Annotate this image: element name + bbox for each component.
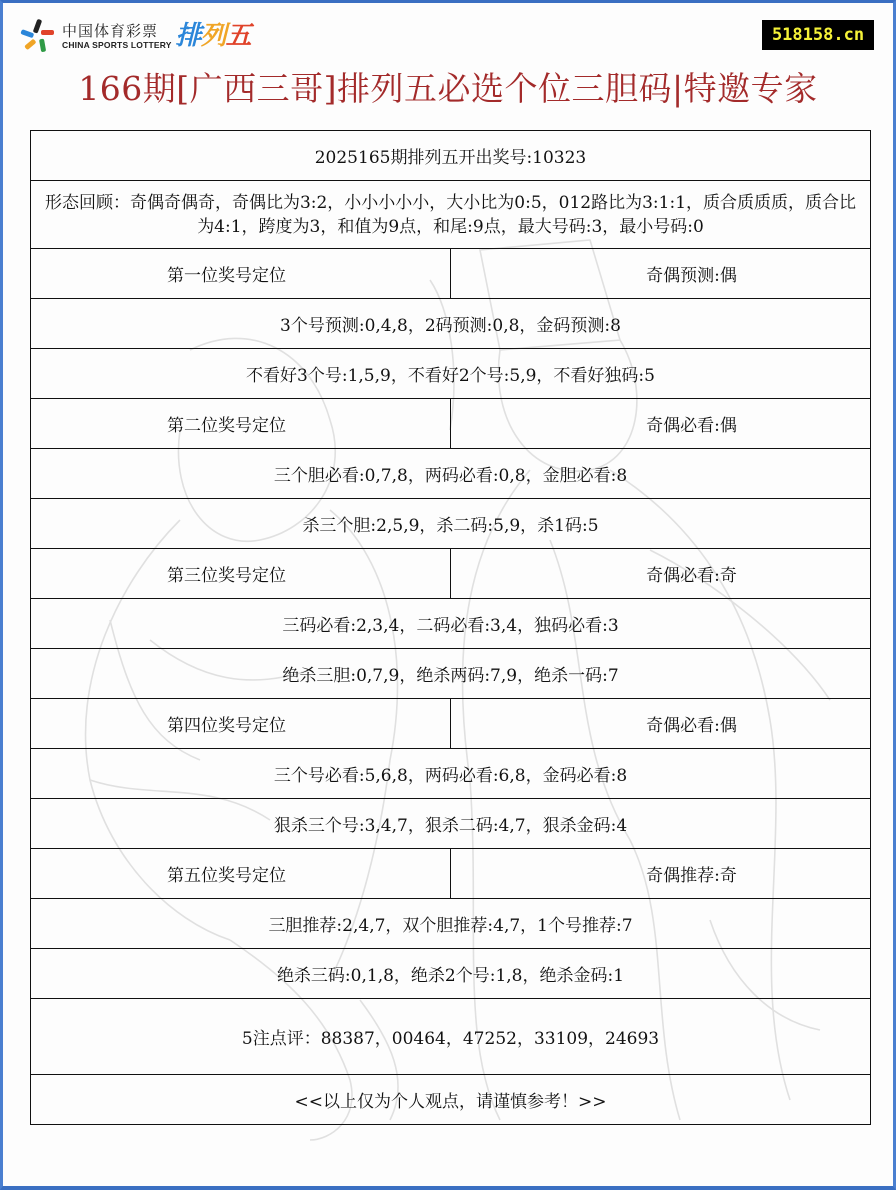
position-label: 第三位奖号定位	[31, 549, 451, 599]
position-header-row	[31, 399, 871, 449]
parity-prediction: 奇偶必看:偶	[451, 699, 871, 749]
table-row	[31, 499, 871, 549]
parity-prediction: 奇偶必看:奇	[451, 549, 871, 599]
table-row	[31, 1075, 871, 1125]
logo-product-name	[176, 21, 251, 51]
parity-prediction: 奇偶推荐:奇	[451, 849, 871, 899]
kill-numbers: 杀三个胆:2,5,9，杀二码:5,9，杀1码:5	[31, 499, 871, 549]
site-badge: 518158.cn	[762, 20, 874, 50]
kill-numbers: 绝杀三码:0,1,8，绝杀2个号:1,8，绝杀金码:1	[31, 949, 871, 999]
parity-prediction: 奇偶必看:偶	[451, 399, 871, 449]
position-header-row	[31, 699, 871, 749]
prediction-table	[30, 130, 871, 1125]
logo-char-2: 列	[200, 21, 226, 51]
pick-numbers: 三码必看:2,3,4，二码必看:3,4，独码必看:3	[31, 599, 871, 649]
parity-prediction: 奇偶预测:偶	[451, 249, 871, 299]
position-header-row	[31, 249, 871, 299]
pick-numbers: 三个胆必看:0,7,8，两码必看:0,8，金胆必看:8	[31, 449, 871, 499]
table-row	[31, 599, 871, 649]
pick-numbers: 三个号必看:5,6,8，两码必看:6,8，金码必看:8	[31, 749, 871, 799]
pick-numbers: 三胆推荐:2,4,7，双个胆推荐:4,7，1个号推荐:7	[31, 899, 871, 949]
table-row	[31, 181, 871, 249]
lottery-logo	[18, 16, 251, 56]
position-label: 第四位奖号定位	[31, 699, 451, 749]
kill-numbers: 不看好3个号:1,5,9，不看好2个号:5,9，不看好独码:5	[31, 349, 871, 399]
table-row	[31, 899, 871, 949]
lottery-star-icon	[18, 17, 56, 55]
draw-result: 2025165期排列五开出奖号:10323	[31, 131, 871, 181]
logo-char-1: 排	[175, 21, 201, 51]
kill-numbers: 狠杀三个号:3,4,7，狠杀二码:4,7，狠杀金码:4	[31, 799, 871, 849]
table-row	[31, 131, 871, 181]
position-label: 第二位奖号定位	[31, 399, 451, 449]
table-row	[31, 999, 871, 1075]
table-row	[31, 299, 871, 349]
page-title: 166期[广西三哥]排列五必选个位三胆码|特邀专家	[78, 69, 818, 108]
logo-char-3: 五	[225, 21, 251, 51]
table-row	[31, 449, 871, 499]
kill-numbers: 绝杀三胆:0,7,9，绝杀两码:7,9，绝杀一码:7	[31, 649, 871, 699]
table-row	[31, 749, 871, 799]
pattern-review: 形态回顾：奇偶奇偶奇，奇偶比为3:2，小小小小小，大小比为0:5，012路比为3:1:1，质合质质质，质合比为4:1，跨度为3，和值为9点，和尾:9点，最大号码:3，最小号码:0	[31, 181, 871, 249]
position-label: 第一位奖号定位	[31, 249, 451, 299]
disclaimer: <<以上仅为个人观点，请谨慎参考！>>	[31, 1075, 871, 1125]
position-header-row	[31, 849, 871, 899]
table-row	[31, 349, 871, 399]
pick-numbers: 3个号预测:0,4,8，2码预测:0,8，金码预测:8	[31, 299, 871, 349]
five-bets-review: 5注点评：88387，00464，47252，33109，24693	[31, 999, 871, 1075]
table-row	[31, 949, 871, 999]
position-label: 第五位奖号定位	[31, 849, 451, 899]
logo-cn-text: 中国体育彩票	[62, 21, 159, 40]
position-header-row	[31, 549, 871, 599]
logo-en-text: CHINA SPORTS LOTTERY	[62, 39, 172, 50]
table-row	[31, 799, 871, 849]
table-row	[31, 649, 871, 699]
